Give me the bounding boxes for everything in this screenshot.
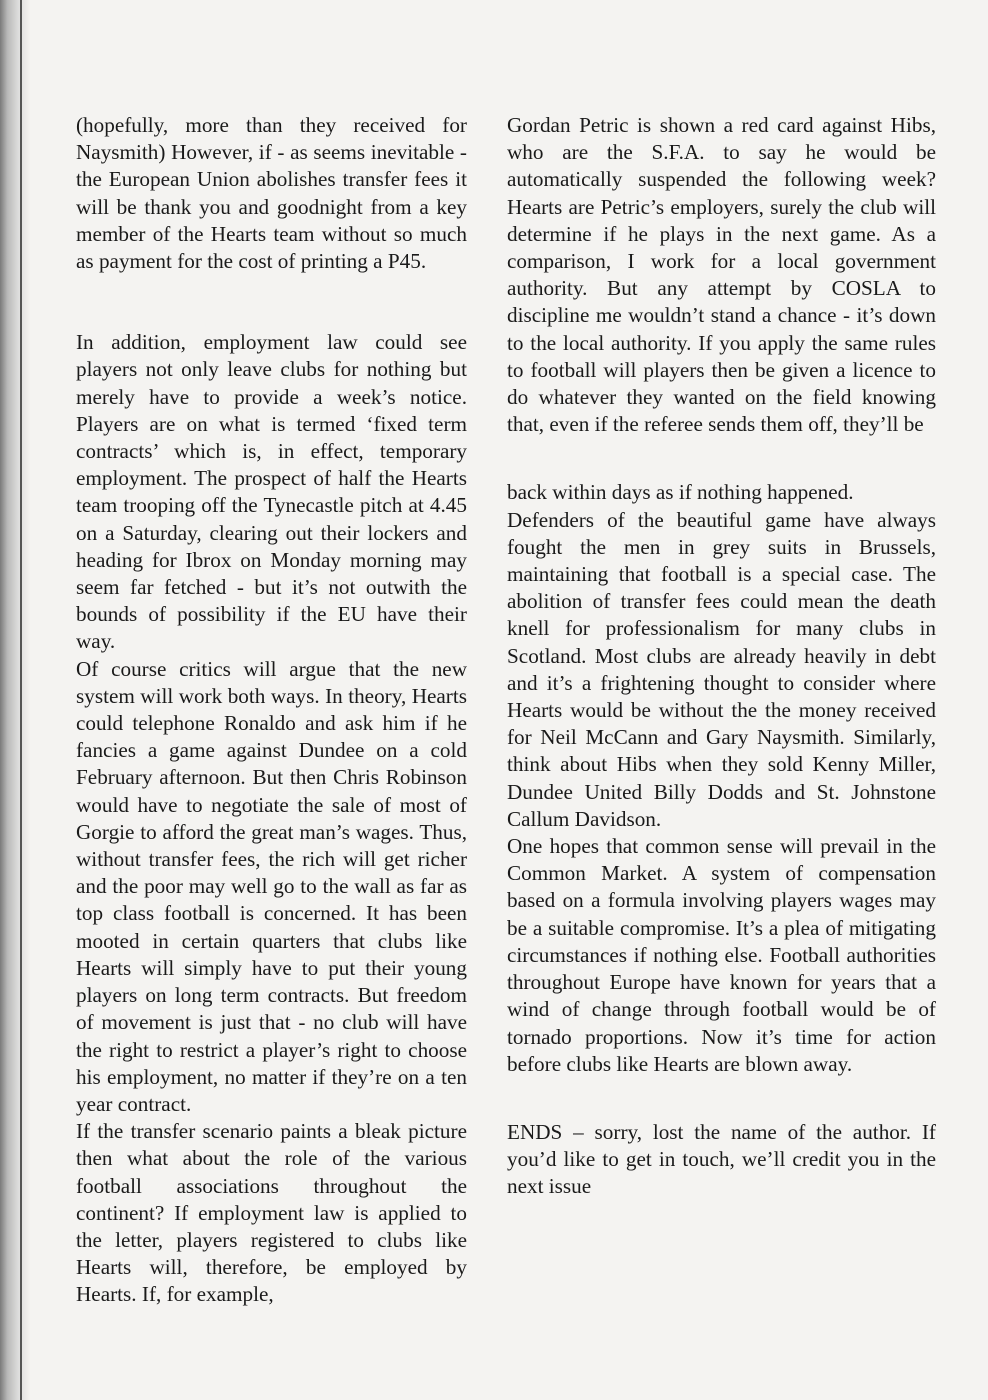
paragraph-defenders: Defenders of the beautiful game have always fought the men in grey suits in Brussels, maintaining that football is a special case. The abolition of transfer fees could mean the death knell for professionalism for many clubs in Scotland. Most clubs are already heavily in debt and it’s a frightening thought to consider where Hearts would be without the the money received for Neil McCann and Gary Naysmith. Similarly, think about Hibs when they sold Kenny Miller, Dundee United Billy Dodds and St. Johnstone Callum Davidson. xyxy=(507,507,936,831)
paragraph-employment-law: In addition, employment law could see players not only leave clubs for nothing but merely have to provide a week’s notice. Players are on what is termed ‘fixed term contracts’ which is, in effect, temporary employment. The prospect of half the Hearts team trooping off the Tynecastle pitch at 4.45 on a Saturday, clearing out their lockers and heading for Ibrox on Monday morning may seem far fetched - but it’s not outwith the bounds of possibility if the EU have their way. xyxy=(76,330,467,654)
paragraph-common-sense: One hopes that common sense will prevail in the Common Market. A system of compensation based on a formula involving players wages may be a suitable compromise. It’s a plea of mitigating circumstances if nothing else. Football authorities throughout Europe have known for years that a wind of change through football would be of tornado proportions. Now it’s time for action before clubs like Hearts are blown away. xyxy=(507,834,936,1076)
binding-edge xyxy=(20,0,22,1400)
article-left-column xyxy=(76,112,467,1309)
article-right-column xyxy=(507,112,936,1201)
paragraph-petric-red-card: Gordan Petric is shown a red card against Hibs, who are the S.F.A. to say he would be automatically suspended the following week? Hearts are Petric’s employers, surely the club will determine if he plays in the next game. As a comparison, I work for a local government authority. But any attempt by COSLA to discipline me wouldn’t stand a chance - it’s down to the local authority. If you apply the same rules to football will players then be given a licence to do whatever they wanted on the field knowing that, even if the referee sends them off, they’ll be xyxy=(507,113,936,437)
paragraph-transfer-scenario: If the transfer scenario paints a bleak picture then what about the role of the various football associations throughout the continent? If employment law is applied to the letter, players registered to clubs like Hearts will, therefore, be employed by Hearts. If, for example, xyxy=(76,1119,467,1307)
paragraph-ends-note: ENDS – sorry, lost the name of the author. If you’d like to get in touch, we’ll credit you in the next issue xyxy=(507,1119,936,1199)
page-binding-shadow xyxy=(0,0,30,1400)
paragraph-back-within-days: back within days as if nothing happened. xyxy=(507,480,854,505)
paragraph-critics: Of course critics will argue that the new system will work both ways. In theory, Hearts could telephone Ronaldo and ask him if he fancies a game against Dundee on a cold February afternoon. But then Chris Robinson would have to negotiate the sale of most of Gorgie to afford the great man’s wages. Thus, without transfer fees, the rich will get richer and the poor may well go to the wall as far as top class football is concerned. It has been mooted in certain quarters that clubs like Hearts will simply have to put their young players on long term contracts. But freedom of movement is just that - no club will have the right to restrict a player’s right to choose his employment, no matter if they’re on a ten year contract. xyxy=(76,656,467,1116)
paragraph-naysmith-p45: (hopefully, more than they received for Naysmith) However, if - as seems inevitable - the European Union abolishes transfer fees it will be thank you and goodnight from a key member of the Hearts team without so much as payment for the cost of printing a P45. xyxy=(76,113,467,274)
